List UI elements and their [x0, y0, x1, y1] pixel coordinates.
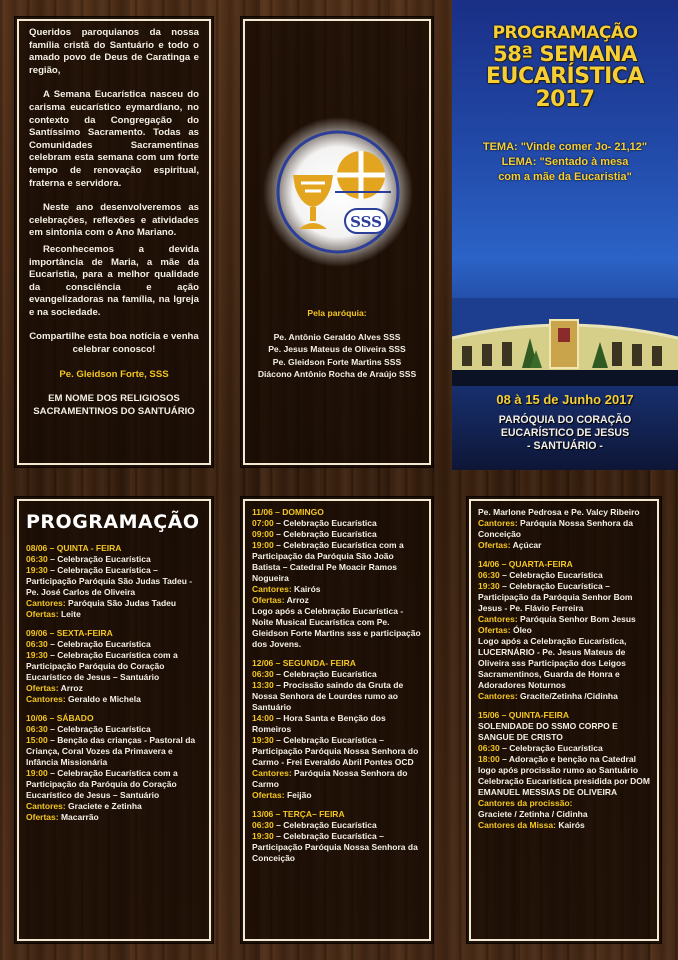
- cover-parish-name: [452, 414, 678, 453]
- letter-greeting: Queridos paroquianos da nossa família cristã do Santuário e todo o amado povo de Deus de Caratinga e região,: [29, 27, 199, 76]
- schedule-item: Cantores: Geraldo e Michela: [26, 694, 141, 704]
- letter-paragraph: Reconhecemos a devida importância de Maria, a mãe da Eucaristia, para a melhor qualidade da consciência e ação evangelizadoras na família, na Igreja e na sociedade.: [29, 243, 199, 318]
- schedule-item: Logo após a Celebração Eucarística, LUCERNÁRIO - Pe. Jesus Mateus de Oliveira sss Participação dos Leigos Sacramentinos, Guarda de Honra e Adoradores Noturnos: [478, 636, 627, 690]
- schedule-item: Ofertas: Arroz: [252, 595, 309, 605]
- schedule-item: Cantores: Paróquia São Judas Tadeu: [26, 598, 177, 608]
- schedule-item: 19:30 – Celebração Eucarística – Participação Paróquia Nossa Senhora do Carmo - Frei Everaldo Abril Pontes OCD: [252, 735, 419, 767]
- schedule-item: 06:30 – Celebração Eucarística: [26, 724, 151, 734]
- schedule-item: Ofertas: Leite: [26, 609, 81, 619]
- schedule-item: Cantores: Kairós: [252, 584, 321, 594]
- schedule-day-heading: 10/06 – SÁBADO: [26, 713, 94, 723]
- schedule-item: 06:30 – Celebração Eucarística: [478, 570, 603, 580]
- letter-paragraph: A Semana Eucarística nasceu do carisma eucarístico eymardiano, no contexto da Congregação do Santíssimo Sacramento. Todas as Comunidades Sacramentinas celebram esta semana com um forte tempo de renovação espiritual, fraterna e servidora.: [29, 89, 199, 189]
- letter-signature: Pe. Gleidson Forte, SSS: [59, 368, 169, 380]
- parish-heading: Pela paróquia:: [307, 308, 367, 318]
- motto-text: LEMA: "Sentado à mesa: [501, 156, 629, 168]
- schedule-day-heading: 13/06 – TERÇA– FEIRA: [252, 809, 345, 819]
- schedule-item: Cantores da procissão:: [478, 798, 573, 808]
- schedule-item: Ofertas: Macarrão: [26, 812, 99, 822]
- schedule-item: 09:00 – Celebração Eucarística: [252, 529, 377, 539]
- schedule-item: Cantores: Paróquia Nossa Senhora do Carmo: [252, 768, 408, 789]
- program-panel-1: [14, 496, 214, 944]
- program-panel-2: [240, 496, 434, 944]
- church-photo: [452, 298, 678, 386]
- parish-name-line: PARÓQUIA DO CORAÇÃO: [498, 414, 632, 426]
- schedule-column-2: [252, 507, 422, 864]
- schedule-day-heading: 15/06 – QUINTA-FEIRA: [478, 710, 570, 720]
- schedule-item: Graciete / Zetinha / Cidinha: [478, 809, 588, 819]
- schedule-item: Cantores: Graciete e Zetinha: [26, 801, 142, 811]
- logo-panel: [240, 16, 434, 468]
- schedule-day-heading: 14/06 – QUARTA-FEIRA: [478, 559, 573, 569]
- clergy-name: Diácono Antônio Rocha de Araújo SSS: [257, 368, 417, 379]
- schedule-item: 19:30 – Celebração Eucarística – Participação Paróquia São Judas Tadeu - Pe. José Carlos de Oliveira: [26, 565, 193, 597]
- schedule-item: 06:30 – Celebração Eucarística: [478, 743, 603, 753]
- welcome-letter-panel: [14, 16, 214, 468]
- event-dates: 08 à 15 de Junho 2017: [496, 392, 634, 407]
- cover-theme: [452, 140, 678, 185]
- clergy-name: Pe. Jesus Mateus de Oliveira SSS: [268, 344, 406, 355]
- schedule-day-heading: 09/06 – SEXTA-FEIRA: [26, 628, 113, 638]
- schedule-item: Ofertas: Óleo: [478, 625, 532, 635]
- program-title: PROGRAMAÇÃO: [26, 511, 200, 533]
- schedule-item: 06:30 – Celebração Eucarística: [252, 820, 377, 830]
- schedule-item: Cantores da Missa: Kairós: [478, 820, 585, 830]
- letter-closing: EM NOME DOS RELIGIOSOS SACRAMENTINOS DO SANTUÁRIO: [33, 393, 195, 417]
- clergy-name: Pe. Gleidson Forte Martins SSS: [272, 356, 402, 367]
- schedule-item: Logo após a Celebração Eucarística - Noite Musical Eucarística com Pe. Gleidson Forte Martins sss e participação dos Jovens.: [252, 606, 421, 649]
- schedule-day-heading: 11/06 – DOMINGO: [252, 507, 324, 517]
- schedule-day-heading: 12/06 – SEGUNDA- FEIRA: [252, 658, 356, 668]
- cover-panel: [452, 0, 678, 470]
- schedule-item: 18:00 – Adoração e benção na Catedral logo após procissão rumo ao Santuário: [478, 754, 639, 775]
- schedule-item: Cantores: Paróquia Senhor Bom Jesus: [478, 614, 636, 624]
- logo-text: SSS: [350, 213, 382, 231]
- schedule-item: Cantores: Gracite/Zetinha /Cidinha: [478, 691, 618, 701]
- schedule-item: Ofertas: Feijão: [252, 790, 312, 800]
- cover-title-line: PROGRAMAÇÃO: [492, 23, 638, 43]
- schedule-item: Ofertas: Açúcar: [478, 540, 542, 550]
- motto-text: com a mãe da Eucaristia": [498, 171, 632, 183]
- schedule-column-3: [478, 507, 650, 831]
- schedule-item: 13:30 – Procissão saindo da Gruta de Nossa Senhora de Lourdes rumo ao Santuário: [252, 680, 404, 712]
- schedule-item: SOLENIDADE DO SSMO CORPO E SANGUE DE CRISTO: [478, 721, 618, 742]
- schedule-item: 19:30 – Celebração Eucarística com a Participação Paróquia do Coração Eucarístico de Jesus – Santuário: [26, 650, 178, 682]
- parish-name-line: EUCARÍSTICO DE JESUS: [500, 427, 630, 439]
- schedule-item: 15:00 – Benção das crianças - Pastoral da Criança, Coral Vozes da Primavera e Infância Missionária: [26, 735, 196, 767]
- schedule-item: Celebração Eucarística presidida por DOM EMANUEL MESSIAS DE OLIVEIRA: [478, 776, 650, 797]
- parish-name-line: - SANTUÁRIO -: [527, 440, 603, 452]
- schedule-item: Ofertas: Arroz: [26, 683, 83, 693]
- schedule-item: 06:30 – Celebração Eucarística: [26, 639, 151, 649]
- letter-paragraph: Neste ano desenvolveremos as celebrações, reflexões e atividades em sintonia com o Ano Mariano.: [29, 202, 199, 239]
- cover-title-line: 2017: [535, 87, 595, 112]
- schedule-item: 19:00 – Celebração Eucarística com a Participação da Paróquia São João Batista – Catedral Pe Moacir Ramos Nogueira: [252, 540, 404, 583]
- schedule-item: 07:00 – Celebração Eucarística: [252, 518, 377, 528]
- schedule-item: Pe. Marlone Pedrosa e Pe. Valcy Ribeiro: [478, 507, 640, 517]
- schedule-item: 06:30 – Celebração Eucarística: [26, 554, 151, 564]
- schedule-item: 19:30 – Celebração Eucarística – Participação da Paróquia Senhor Bom Jesus - Pe. Flávio Ferreira: [478, 581, 633, 613]
- program-panel-3: [466, 496, 662, 944]
- schedule-item: 19:00 – Celebração Eucarística com a Participação da Paróquia do Coração Eucarístico de Jesus – Santuário: [26, 768, 178, 800]
- schedule-item: 19:30 – Celebração Eucarística – Participação Paróquia Nossa Senhora da Conceição: [252, 831, 418, 863]
- schedule-column-1: [26, 543, 202, 823]
- clergy-name: Pe. Antônio Geraldo Alves SSS: [273, 332, 401, 343]
- cover-title-line: EUCARÍSTICA: [486, 64, 644, 89]
- congregation-logo: [263, 117, 413, 267]
- schedule-item: 14:00 – Hora Santa e Benção dos Romeiros: [252, 713, 386, 734]
- letter-invitation: Compartilhe esta boa notícia e venha celebrar conosco!: [29, 331, 199, 356]
- cover-title: [452, 24, 678, 112]
- schedule-day-heading: 08/06 – QUINTA - FEIRA: [26, 543, 122, 553]
- schedule-item: Cantores: Paróquia Nossa Senhora da Conceição: [478, 518, 633, 539]
- schedule-item: 06:30 – Celebração Eucarística: [252, 669, 377, 679]
- theme-text: TEMA: "Vinde comer Jo- 21,12": [482, 141, 648, 153]
- cover-title-line: 58ª SEMANA: [493, 42, 637, 66]
- parish-clergy-block: [247, 307, 427, 380]
